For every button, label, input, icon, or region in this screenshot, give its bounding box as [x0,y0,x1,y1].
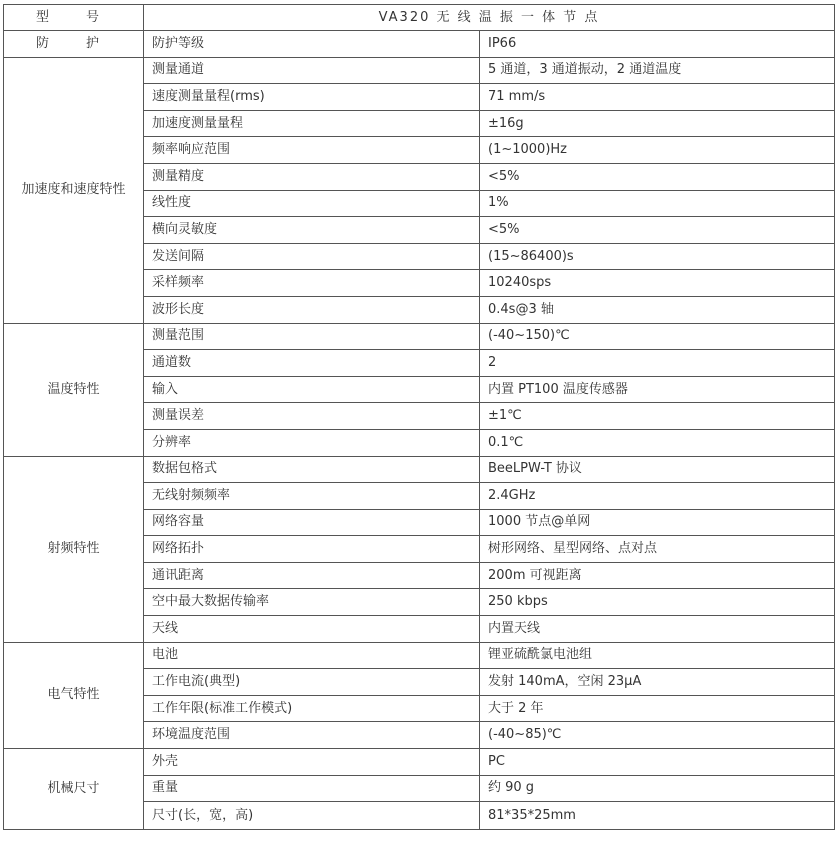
param-name: 网络拓扑 [144,536,480,563]
param-name: 数据包格式 [144,456,480,483]
param-value: BeeLPW-T 协议 [480,456,835,483]
param-name: 环境温度范围 [144,722,480,749]
param-value: <5% [480,163,835,190]
section-category: 温度特性 [4,323,144,456]
param-name: 横向灵敏度 [144,217,480,244]
param-name: 电池 [144,642,480,669]
param-name: 通讯距离 [144,562,480,589]
spec-table [3,4,835,830]
param-name: 天线 [144,616,480,643]
param-value: 200m 可视距离 [480,562,835,589]
spec-table-body [4,5,835,830]
section-category: 加速度和速度特性 [4,57,144,323]
param-name: 波形长度 [144,296,480,323]
param-name: 频率响应范围 [144,137,480,164]
param-name: 工作电流(典型) [144,669,480,696]
param-value: 2.4GHz [480,483,835,510]
param-name: 发送间隔 [144,243,480,270]
param-name: 外壳 [144,749,480,776]
param-value: 内置 PT100 温度传感器 [480,376,835,403]
param-name: 无线射频频率 [144,483,480,510]
param-value: 10240sps [480,270,835,297]
param-name: 测量通道 [144,57,480,84]
param-value: PC [480,749,835,776]
param-value: 2 [480,350,835,377]
param-value: 内置天线 [480,616,835,643]
param-value: 树形网络、星型网络、点对点 [480,536,835,563]
param-name: 测量范围 [144,323,480,350]
param-value: (-40~150)℃ [480,323,835,350]
param-name: 尺寸(长，宽，高) [144,802,480,830]
param-value: 大于 2 年 [480,695,835,722]
param-value: 81*35*25mm [480,802,835,830]
param-name: 加速度测量量程 [144,110,480,137]
param-value: IP66 [480,31,835,58]
spec-row [4,323,835,350]
section-category: 机械尺寸 [4,749,144,830]
param-value: <5% [480,217,835,244]
param-value: 锂亚硫酰氯电池组 [480,642,835,669]
param-value: ±16g [480,110,835,137]
spec-row [4,31,835,58]
param-value: 0.4s@3 轴 [480,296,835,323]
param-name: 采样频率 [144,270,480,297]
model-label: 型 号 [4,5,144,31]
param-name: 工作年限(标准工作模式) [144,695,480,722]
param-value: (-40~85)℃ [480,722,835,749]
param-name: 测量精度 [144,163,480,190]
param-value: 5 通道，3 通道振动，2 通道温度 [480,57,835,84]
param-value: 250 kbps [480,589,835,616]
param-name: 通道数 [144,350,480,377]
param-name: 网络容量 [144,509,480,536]
section-category: 防 护 [4,31,144,58]
model-value: VA320 无 线 温 振 一 体 节 点 [144,5,835,31]
spec-row [4,749,835,776]
spec-row [4,642,835,669]
param-name: 速度测量量程(rms) [144,84,480,111]
section-category: 电气特性 [4,642,144,748]
param-name: 空中最大数据传输率 [144,589,480,616]
param-name: 重量 [144,775,480,802]
param-value: (1~1000)Hz [480,137,835,164]
param-value: 0.1℃ [480,429,835,456]
param-name: 测量误差 [144,403,480,430]
param-name: 线性度 [144,190,480,217]
param-value: 1% [480,190,835,217]
spec-row [4,57,835,84]
param-name: 分辨率 [144,429,480,456]
param-name: 防护等级 [144,31,480,58]
param-name: 输入 [144,376,480,403]
header-row [4,5,835,31]
param-value: 发射 140mA，空闲 23μA [480,669,835,696]
spec-row [4,456,835,483]
param-value: (15~86400)s [480,243,835,270]
param-value: 71 mm/s [480,84,835,111]
param-value: 约 90 g [480,775,835,802]
param-value: 1000 节点@单网 [480,509,835,536]
section-category: 射频特性 [4,456,144,642]
param-value: ±1℃ [480,403,835,430]
